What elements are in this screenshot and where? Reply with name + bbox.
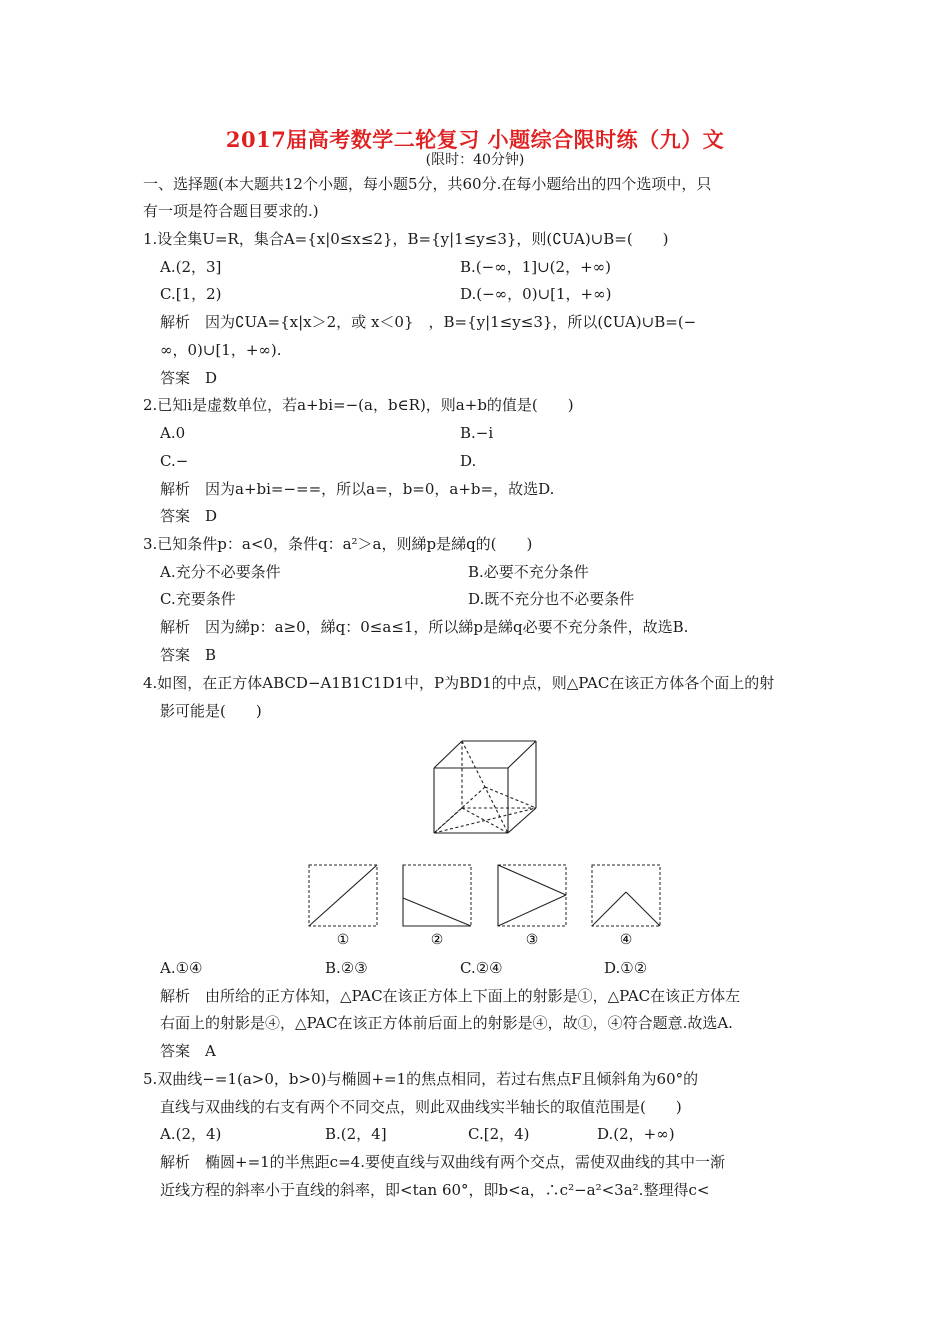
q1-option-b: B.(−∞，1]∪(2，+∞) [460, 258, 611, 276]
q5-stem-1: 5.双曲线−=1(a>0，b>0)与椭圆+=1的焦点相同，若过右焦点F且倾斜角为60°的 [143, 1070, 699, 1088]
projection-label-2: ② [430, 932, 444, 948]
q4-option-b: B.②③ [325, 959, 368, 977]
q1-option-a: A.(2，3] [160, 258, 222, 276]
q1-answer: 答案 D [160, 369, 218, 387]
q1-analysis-1: 解析 因为∁UA={x|x＞2，或 x＜0} ，B={y|1≤y≤3}，所以(∁UA)∪B=(− [160, 313, 697, 331]
q3-analysis: 解析 因为綈p：a≥0，綈q：0≤a≤1，所以綈p是綈q必要不充分条件，故选B. [160, 618, 689, 636]
page-title: 2017届高考数学二轮复习 小题综合限时练（九）文 [225, 127, 725, 152]
q1-analysis-2: ∞，0)∪[1，+∞). [160, 341, 282, 359]
q3-option-b: B.必要不充分条件 [468, 563, 589, 581]
q4-option-a: A.①④ [160, 959, 203, 977]
section-instructions-1: 一、选择题(本大题共12个小题，每小题5分，共60分.在每小题给出的四个选项中，只 [143, 175, 712, 193]
q3-option-d: D.既不充分也不必要条件 [468, 590, 635, 608]
projection-4-figure [589, 862, 665, 950]
q4-answer: 答案 A [160, 1042, 216, 1060]
q4-option-c: C.②④ [460, 959, 503, 977]
q5-stem-2: 直线与双曲线的右支有两个不同交点，则此双曲线实半轴长的取值范围是( ) [160, 1098, 682, 1116]
projection-1-figure [306, 862, 382, 950]
q4-analysis-1: 解析 由所给的正方体知，△PAC在该正方体上下面上的射影是①，△PAC在该正方体左 [160, 987, 741, 1005]
q4-analysis-2: 右面上的射影是④，△PAC在该正方体前后面上的射影是④，故①，④符合题意.故选A. [160, 1014, 733, 1032]
q2-answer: 答案 D [160, 507, 218, 525]
projection-3-figure [495, 862, 571, 950]
q3-stem: 3.已知条件p：a<0，条件q：a²＞a，则綈p是綈q的( ) [143, 535, 533, 553]
q5-analysis-1: 解析 椭圆+=1的半焦距c=4.要使直线与双曲线有两个交点，需使双曲线的其中一渐 [160, 1153, 725, 1171]
q2-option-b: B.−i [460, 424, 494, 442]
projection-label-1: ① [336, 932, 350, 948]
q3-option-c: C.充要条件 [160, 590, 236, 608]
q5-option-d: D.(2，+∞) [597, 1125, 675, 1143]
q2-option-a: A.0 [160, 424, 186, 442]
cube-figure [416, 728, 556, 848]
projection-2-figure [400, 862, 476, 950]
section-instructions-2: 有一项是符合题目要求的.) [143, 202, 319, 220]
q2-option-c: C.− [160, 452, 189, 470]
q2-option-d: D. [460, 452, 477, 470]
q5-analysis-2: 近线方程的斜率小于直线的斜率，即<tan 60°，即b<a，∴c²−a²<3a².整理得c< [160, 1181, 710, 1199]
q5-option-c: C.[2，4) [468, 1125, 530, 1143]
q2-stem: 2.已知i是虚数单位，若a+bi=−(a，b∈R)，则a+b的值是( ) [143, 396, 574, 414]
q3-option-a: A.充分不必要条件 [160, 563, 281, 581]
q1-option-c: C.[1，2) [160, 285, 222, 303]
q2-analysis: 解析 因为a+bi=−==，所以a=，b=0，a+b=，故选D. [160, 480, 555, 498]
q4-stem-2: 影可能是( ) [160, 702, 262, 720]
time-limit: (限时：40分钟) [425, 152, 525, 168]
projection-label-3: ③ [525, 932, 539, 948]
q4-option-d: D.①② [604, 959, 648, 977]
q4-stem-1: 4.如图，在正方体ABCD−A1B1C1D1中，P为BD1的中点，则△PAC在该正方体各个面上的射 [143, 674, 775, 692]
q1-option-d: D.(−∞，0)∪[1，+∞) [460, 285, 612, 303]
q1-stem: 1.设全集U=R，集合A={x|0≤x≤2}，B={y|1≤y≤3}，则(∁UA)∪B=( ) [143, 230, 669, 248]
projection-label-4: ④ [619, 932, 633, 948]
q5-option-a: A.(2，4) [160, 1125, 222, 1143]
q5-option-b: B.(2，4] [325, 1125, 387, 1143]
q3-answer: 答案 B [160, 646, 217, 664]
